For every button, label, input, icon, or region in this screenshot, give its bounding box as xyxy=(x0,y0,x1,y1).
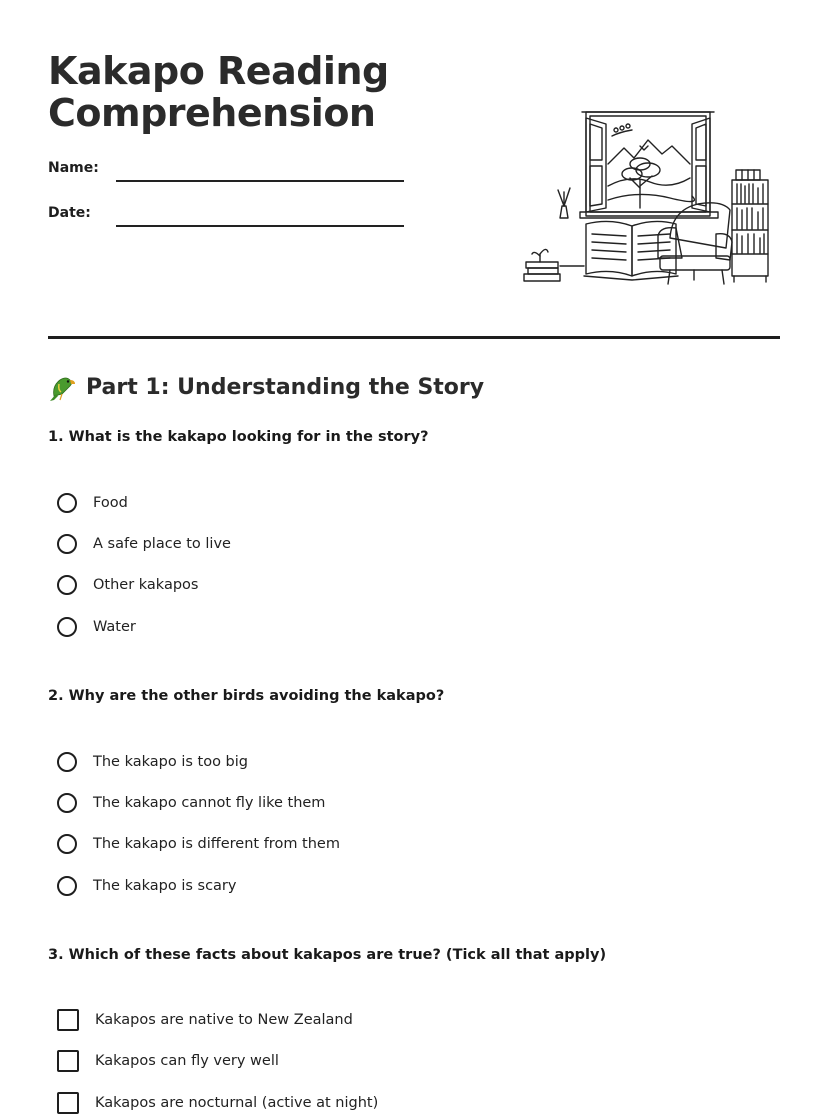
option-label: Kakapos are nocturnal (active at night) xyxy=(95,1095,379,1111)
radio-button[interactable] xyxy=(57,534,77,554)
question-1: 1. What is the kakapo looking for in the story? xyxy=(48,429,429,445)
date-line[interactable] xyxy=(116,225,404,227)
question-3: 3. Which of these facts about kakapos are true? (Tick all that apply) xyxy=(48,947,607,963)
question-2: 2. Why are the other birds avoiding the kakapo? xyxy=(48,688,445,704)
radio-button[interactable] xyxy=(57,617,77,637)
q1-option-other-kakapos[interactable] xyxy=(57,572,198,598)
q2-option-cannot-fly[interactable] xyxy=(57,790,325,816)
part1-heading-text: Part 1: Understanding the Story xyxy=(86,374,485,400)
q3-option-nocturnal[interactable] xyxy=(57,1090,378,1116)
radio-button[interactable] xyxy=(57,793,77,813)
date-label: Date: xyxy=(48,205,91,221)
q2-option-scary[interactable] xyxy=(57,873,236,899)
option-label: The kakapo is too big xyxy=(93,754,248,770)
checkbox[interactable] xyxy=(57,1050,79,1072)
q3-option-native-nz[interactable] xyxy=(57,1007,353,1033)
checkbox[interactable] xyxy=(57,1009,79,1031)
radio-button[interactable] xyxy=(57,575,77,595)
option-label: Kakapos are native to New Zealand xyxy=(95,1012,353,1028)
q3-option-fly-well[interactable] xyxy=(57,1048,279,1074)
q2-option-different[interactable] xyxy=(57,831,340,857)
option-label: The kakapo is different from them xyxy=(93,836,340,852)
radio-button[interactable] xyxy=(57,834,77,854)
radio-button[interactable] xyxy=(57,876,77,896)
part1-heading xyxy=(48,372,484,402)
parrot-icon xyxy=(48,372,78,402)
q1-option-food[interactable] xyxy=(57,490,128,516)
radio-button[interactable] xyxy=(57,752,77,772)
q1-option-water[interactable] xyxy=(57,614,136,640)
checkbox[interactable] xyxy=(57,1092,79,1114)
date-field[interactable] xyxy=(48,205,408,231)
option-label: The kakapo cannot fly like them xyxy=(93,795,326,811)
option-label: The kakapo is scary xyxy=(93,878,237,894)
q2-option-too-big[interactable] xyxy=(57,749,248,775)
option-label: Other kakapos xyxy=(93,577,199,593)
name-label: Name: xyxy=(48,160,99,176)
page-title: Kakapo Reading Comprehension xyxy=(48,49,389,135)
radio-button[interactable] xyxy=(57,493,77,513)
option-label: Water xyxy=(93,619,136,635)
section-divider xyxy=(48,336,780,339)
option-label: Kakapos can fly very well xyxy=(95,1053,279,1069)
name-field[interactable] xyxy=(48,160,408,186)
name-line[interactable] xyxy=(116,180,404,182)
option-label: A safe place to live xyxy=(93,536,231,552)
q1-option-safe-place[interactable] xyxy=(57,531,231,557)
option-label: Food xyxy=(93,495,128,511)
reading-room-illustration-icon xyxy=(520,108,776,292)
